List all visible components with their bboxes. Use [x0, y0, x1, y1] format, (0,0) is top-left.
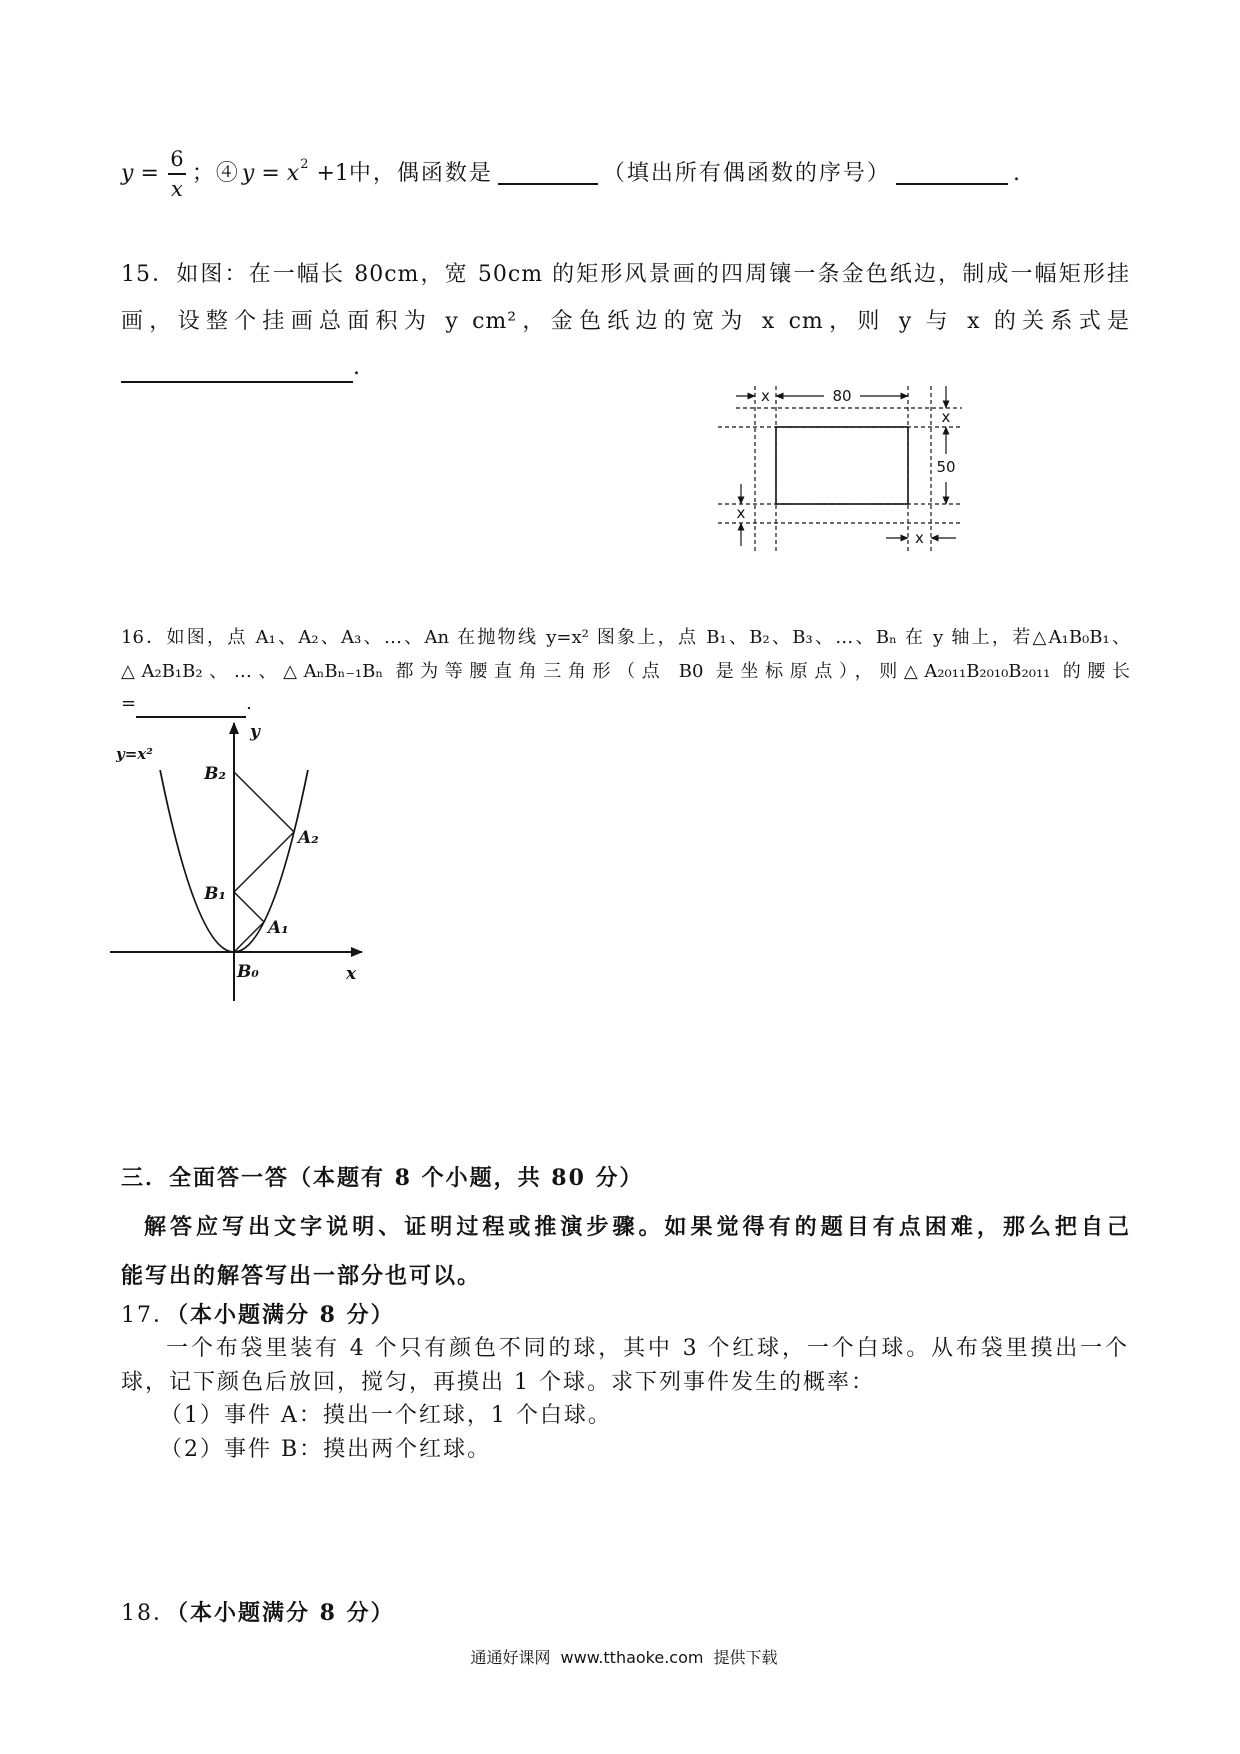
- border-width-label-right: x: [941, 408, 951, 426]
- fraction-denominator: x: [170, 176, 183, 201]
- option-separator: ；④: [191, 161, 240, 186]
- curve-equation-label: y=x²: [116, 745, 153, 763]
- q16-text-line-1: 16．如图，点 A₁、A₂、A₃、…、An 在抛物线 y=x² 图象上，点 B₁、B₂、B₃、…、Bₙ 在 y 轴上，若△A₁B₀B₁、: [121, 627, 1130, 648]
- q17-stem-line-2: 球，记下颜色后放回，搅匀，再摸出 1 个球。求下列事件发生的概率：: [121, 1370, 875, 1395]
- segment-a2-b2: [234, 772, 294, 832]
- fraction-bar: [168, 173, 186, 175]
- segment-b0-a1: [234, 922, 264, 952]
- q17-header: [121, 1300, 395, 1330]
- math-var-y: y: [121, 161, 134, 186]
- section3-heading: 三．全面答一答（本题有 8 个小题，共 80 分）: [121, 1165, 644, 1191]
- q16-text-line-2: △A₂B₁B₂、…、△AₙBₙ₋₁Bₙ 都为等腰直角三角形（点 B0 是坐标原点），则△A₂₀₁₁B₂₀₁₀B₂₀₁₁ 的腰长: [121, 661, 1130, 682]
- frame-diagram: [700, 380, 970, 560]
- question-score: （本小题满分 8 分）: [177, 1302, 395, 1328]
- fraction-6-over-x: [168, 147, 186, 201]
- footer-url: www.tthaoke.com: [560, 1648, 704, 1667]
- answer-blank: [896, 163, 1008, 185]
- math-exponent: 2: [300, 157, 309, 172]
- answer-blank: [121, 361, 353, 383]
- section3-instructions-line-2: 能写出的解答写出一部分也可以。: [121, 1263, 482, 1289]
- page-footer: [440, 1646, 808, 1670]
- parabola-graph: [110, 715, 375, 1005]
- footer-site-name: 通通好课网: [470, 1648, 551, 1667]
- q18-header: [121, 1598, 395, 1628]
- math-var-x: x: [286, 161, 300, 186]
- border-width-label-left: x: [736, 504, 746, 522]
- fraction-numerator: 6: [170, 147, 184, 172]
- point-b0-label: B₀: [237, 962, 259, 982]
- line-end-period: .: [353, 355, 362, 380]
- point-b1-label: B₁: [204, 884, 226, 904]
- math-var-y: y: [241, 161, 255, 186]
- q17-part-2: （2）事件 B：摸出两个红球。: [160, 1437, 492, 1462]
- q17-stem-line-1: 一个布袋里装有 4 个只有颜色不同的球，其中 3 个红球，一个白球。从布袋里摸出一个: [166, 1336, 1128, 1361]
- border-width-label-bottom: x: [915, 529, 924, 547]
- footer-note: 提供下载: [713, 1648, 778, 1667]
- equals-sign: =: [121, 693, 137, 714]
- question-score: （本小题满分 8 分）: [177, 1600, 395, 1626]
- line-end-period: .: [1012, 161, 1022, 186]
- segment-b1-a2: [234, 832, 294, 892]
- point-b2-label: B₂: [204, 764, 226, 784]
- painting-length-label: 80: [832, 387, 852, 405]
- point-a1-label: A₁: [268, 918, 289, 938]
- q17-part-1: （1）事件 A：摸出一个红球，1 个白球。: [160, 1403, 612, 1428]
- section3-instructions-line-1: 解答应写出文字说明、证明过程或推演步骤。如果觉得有的题目有点困难，那么把自己: [144, 1214, 1130, 1240]
- border-width-label-top: x: [761, 387, 770, 405]
- point-a2-label: A₂: [298, 828, 319, 848]
- q16-answer-line: [121, 690, 252, 718]
- segment-a1-b1: [234, 892, 264, 922]
- even-function-prompt: 中，偶函数是: [348, 161, 493, 186]
- question-number: 18．: [121, 1601, 177, 1626]
- q15-text-line-1: 15．如图：在一幅长 80cm，宽 50cm 的矩形风景画的四周镶一条金色纸边，制成一幅矩形挂: [121, 262, 1130, 287]
- q15-text-line-2: 画，设整个挂画总面积为 y cm²，金色纸边的宽为 x cm，则 y 与 x 的关系式是: [121, 309, 1130, 334]
- math-plus-one: +1: [316, 161, 349, 186]
- math-equals: =: [140, 161, 159, 186]
- question-number: 17．: [121, 1303, 177, 1328]
- painting-rectangle: [776, 427, 908, 504]
- q15-answer-line: [121, 353, 362, 383]
- x-axis-label: x: [346, 964, 357, 984]
- y-axis-label: y: [250, 722, 260, 742]
- math-equals: =: [261, 161, 280, 186]
- painting-width-label: 50: [936, 458, 956, 476]
- answer-blank: [498, 163, 598, 185]
- fill-instruction: （填出所有偶函数的序号）: [602, 161, 891, 186]
- line-end-period: .: [246, 693, 252, 714]
- q14-functions-line: [121, 140, 1022, 208]
